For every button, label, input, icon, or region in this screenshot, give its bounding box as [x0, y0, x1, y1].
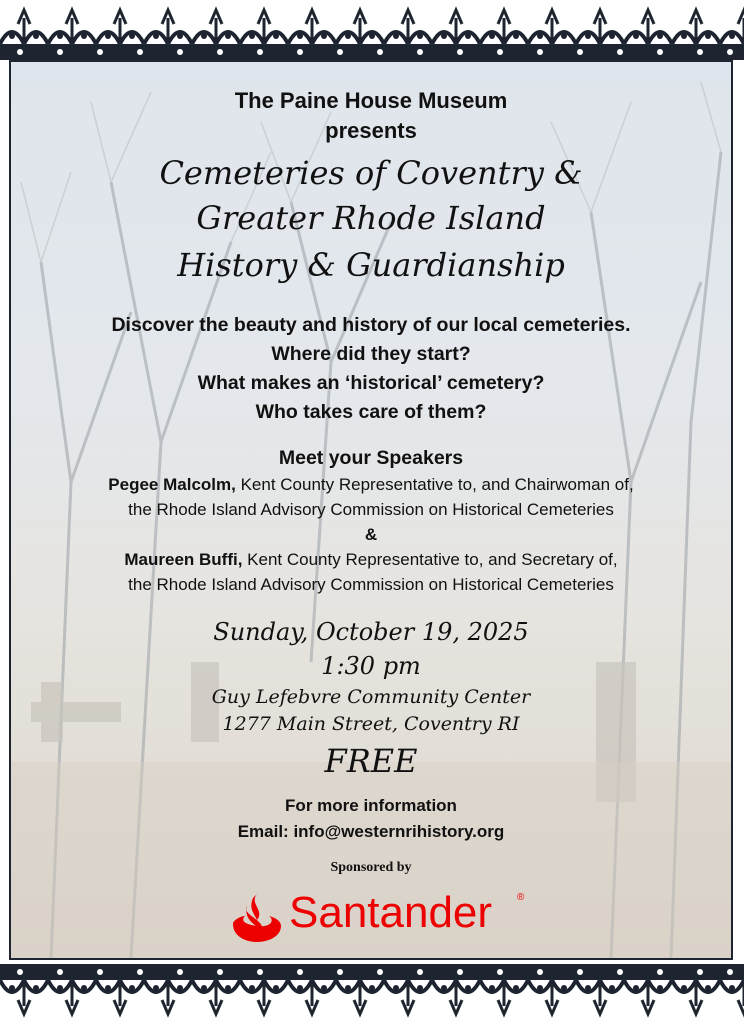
speaker-2-name: Maureen Buffi,	[124, 550, 243, 569]
event-venue: Guy Lefebvre Community Center	[211, 686, 531, 708]
poster-frame	[9, 60, 733, 960]
top-ornamental-border	[0, 0, 744, 62]
speaker-2	[11, 550, 731, 570]
speaker-2-role-line-2: the Rhode Island Advisory Commission on Historical Cemeteries	[128, 575, 614, 594]
bottom-ornamental-border	[0, 962, 744, 1024]
sponsor-name: Santander	[289, 888, 493, 937]
santander-flame-icon	[229, 890, 285, 946]
speaker-1	[11, 475, 731, 495]
presenter-name: The Paine House Museum	[234, 88, 508, 113]
title-line-1: Cemeteries of Coventry &	[159, 154, 583, 192]
santander-logo	[229, 888, 529, 948]
intro-line-3: What makes an ‘historical’ cemetery?	[197, 372, 545, 394]
event-price: FREE	[324, 742, 418, 780]
speakers-ampersand: &	[364, 525, 378, 544]
title-line-2: Greater Rhode Island	[196, 199, 546, 237]
intro-line-2: Where did they start?	[271, 343, 471, 365]
presents-label: presents	[325, 118, 417, 143]
info-email: Email: info@westernrihistory.org	[237, 822, 505, 841]
info-heading: For more information	[285, 796, 457, 815]
event-date: Sunday, October 19, 2025	[213, 618, 529, 646]
speaker-1-name: Pegee Malcolm,	[108, 475, 236, 494]
speaker-1-role: Kent County Representative to, and Chairwoman of,	[235, 475, 634, 494]
speaker-1-role-line-2: the Rhode Island Advisory Commission on Historical Cemeteries	[128, 500, 614, 519]
event-time: 1:30 pm	[321, 652, 421, 680]
sponsor-label: Sponsored by	[330, 860, 412, 875]
title-line-3: History & Guardianship	[177, 246, 565, 284]
sponsor-trademark: ®	[517, 892, 525, 903]
event-address: 1277 Main Street, Coventry RI	[222, 713, 520, 735]
intro-line-1: Discover the beauty and history of our local cemeteries.	[111, 314, 631, 336]
speaker-2-role: Kent County Representative to, and Secretary of,	[242, 550, 618, 569]
speakers-heading: Meet your Speakers	[278, 447, 464, 469]
intro-line-4: Who takes care of them?	[255, 401, 487, 423]
